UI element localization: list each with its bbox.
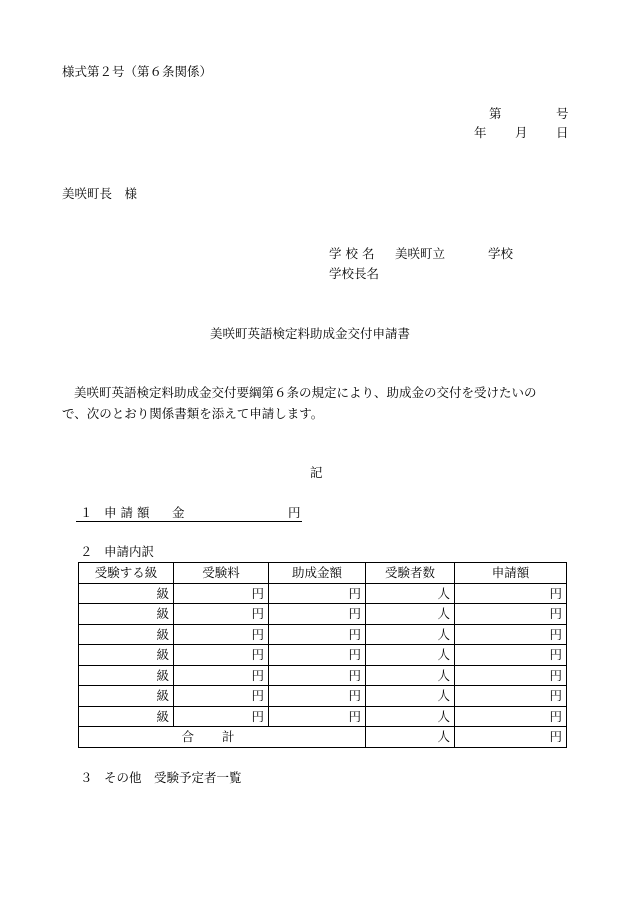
cell-application-amount: 円 bbox=[455, 624, 567, 645]
table-row bbox=[79, 624, 567, 645]
document-title: 美咲町英語検定料助成金交付申請書 bbox=[210, 326, 411, 341]
principal-name-label: 学校長名 bbox=[329, 266, 380, 281]
table-row bbox=[79, 645, 567, 666]
body-line-1: 美咲町英語検定料助成金交付要綱第６条の規定により、助成金の交付を受けたいの bbox=[74, 385, 537, 400]
cell-examinee-count: 人 bbox=[366, 583, 455, 604]
cell-examinee-count: 人 bbox=[366, 645, 455, 666]
cell-exam-fee: 円 bbox=[174, 665, 269, 686]
section1-label: 申 請 額 bbox=[104, 505, 150, 520]
cell-grade: 級 bbox=[79, 665, 174, 686]
school-name-label: 学 校 名 bbox=[329, 246, 375, 261]
cell-subsidy-amount: 円 bbox=[269, 686, 366, 707]
cell-exam-fee: 円 bbox=[174, 645, 269, 666]
cell-subsidy-amount: 円 bbox=[269, 604, 366, 625]
section1-yen: 円 bbox=[288, 505, 301, 520]
cell-grade: 級 bbox=[79, 583, 174, 604]
cell-examinee-count: 人 bbox=[366, 624, 455, 645]
table-row bbox=[79, 583, 567, 604]
cell-subsidy-amount: 円 bbox=[269, 583, 366, 604]
school-name-suffix: 学校 bbox=[488, 246, 514, 261]
body-line-2: で、次のとおり関係書類を添えて申請します。 bbox=[62, 406, 324, 421]
table-row bbox=[79, 686, 567, 707]
cell-examinee-count: 人 bbox=[366, 686, 455, 707]
cell-subsidy-amount: 円 bbox=[269, 624, 366, 645]
cell-subsidy-amount: 円 bbox=[269, 706, 366, 727]
table-row bbox=[79, 604, 567, 625]
cell-application-amount: 円 bbox=[455, 686, 567, 707]
cell-grade: 級 bbox=[79, 624, 174, 645]
date-month: 月 bbox=[515, 125, 528, 140]
header-subsidy-amount: 助成金額 bbox=[269, 563, 366, 584]
header-grade: 受験する級 bbox=[79, 563, 174, 584]
section3-number: ３ bbox=[80, 770, 93, 785]
cell-application-amount: 円 bbox=[455, 645, 567, 666]
cell-exam-fee: 円 bbox=[174, 706, 269, 727]
section1-number: １ bbox=[80, 505, 93, 520]
section1-kin: 金 bbox=[172, 505, 185, 520]
cell-examinee-count: 人 bbox=[366, 604, 455, 625]
cell-examinee-count: 人 bbox=[366, 706, 455, 727]
total-application-amount: 円 bbox=[455, 727, 567, 748]
cell-grade: 級 bbox=[79, 645, 174, 666]
section3-label: その他 受験予定者一覧 bbox=[104, 770, 242, 785]
addressee: 美咲町長 様 bbox=[62, 186, 138, 201]
cell-exam-fee: 円 bbox=[174, 686, 269, 707]
cell-exam-fee: 円 bbox=[174, 583, 269, 604]
doc-number-prefix: 第 bbox=[489, 106, 502, 121]
section2-label: 申請内訳 bbox=[104, 544, 155, 559]
table-row bbox=[79, 665, 567, 686]
section1-application-amount bbox=[76, 505, 302, 522]
table-total-row bbox=[79, 727, 567, 748]
cell-grade: 級 bbox=[79, 706, 174, 727]
date-day: 日 bbox=[556, 125, 569, 140]
header-examinee-count: 受験者数 bbox=[366, 563, 455, 584]
doc-number-suffix: 号 bbox=[556, 106, 569, 121]
cell-grade: 級 bbox=[79, 686, 174, 707]
header-exam-fee: 受験料 bbox=[174, 563, 269, 584]
cell-application-amount: 円 bbox=[455, 604, 567, 625]
cell-application-amount: 円 bbox=[455, 706, 567, 727]
cell-application-amount: 円 bbox=[455, 665, 567, 686]
table-header-row bbox=[79, 563, 567, 584]
date-year: 年 bbox=[474, 125, 487, 140]
total-label: 合計 bbox=[79, 727, 366, 748]
cell-subsidy-amount: 円 bbox=[269, 665, 366, 686]
cell-grade: 級 bbox=[79, 604, 174, 625]
school-name-prefix: 美咲町立 bbox=[395, 246, 446, 261]
cell-subsidy-amount: 円 bbox=[269, 645, 366, 666]
cell-exam-fee: 円 bbox=[174, 604, 269, 625]
cell-examinee-count: 人 bbox=[366, 665, 455, 686]
ki-heading: 記 bbox=[310, 465, 323, 480]
form-number: 様式第２号（第６条関係） bbox=[62, 64, 213, 79]
application-breakdown-table bbox=[78, 562, 567, 748]
total-examinee-count: 人 bbox=[366, 727, 455, 748]
table-row bbox=[79, 706, 567, 727]
section2-number: ２ bbox=[80, 544, 93, 559]
cell-exam-fee: 円 bbox=[174, 624, 269, 645]
cell-application-amount: 円 bbox=[455, 583, 567, 604]
header-application-amount: 申請額 bbox=[455, 563, 567, 584]
